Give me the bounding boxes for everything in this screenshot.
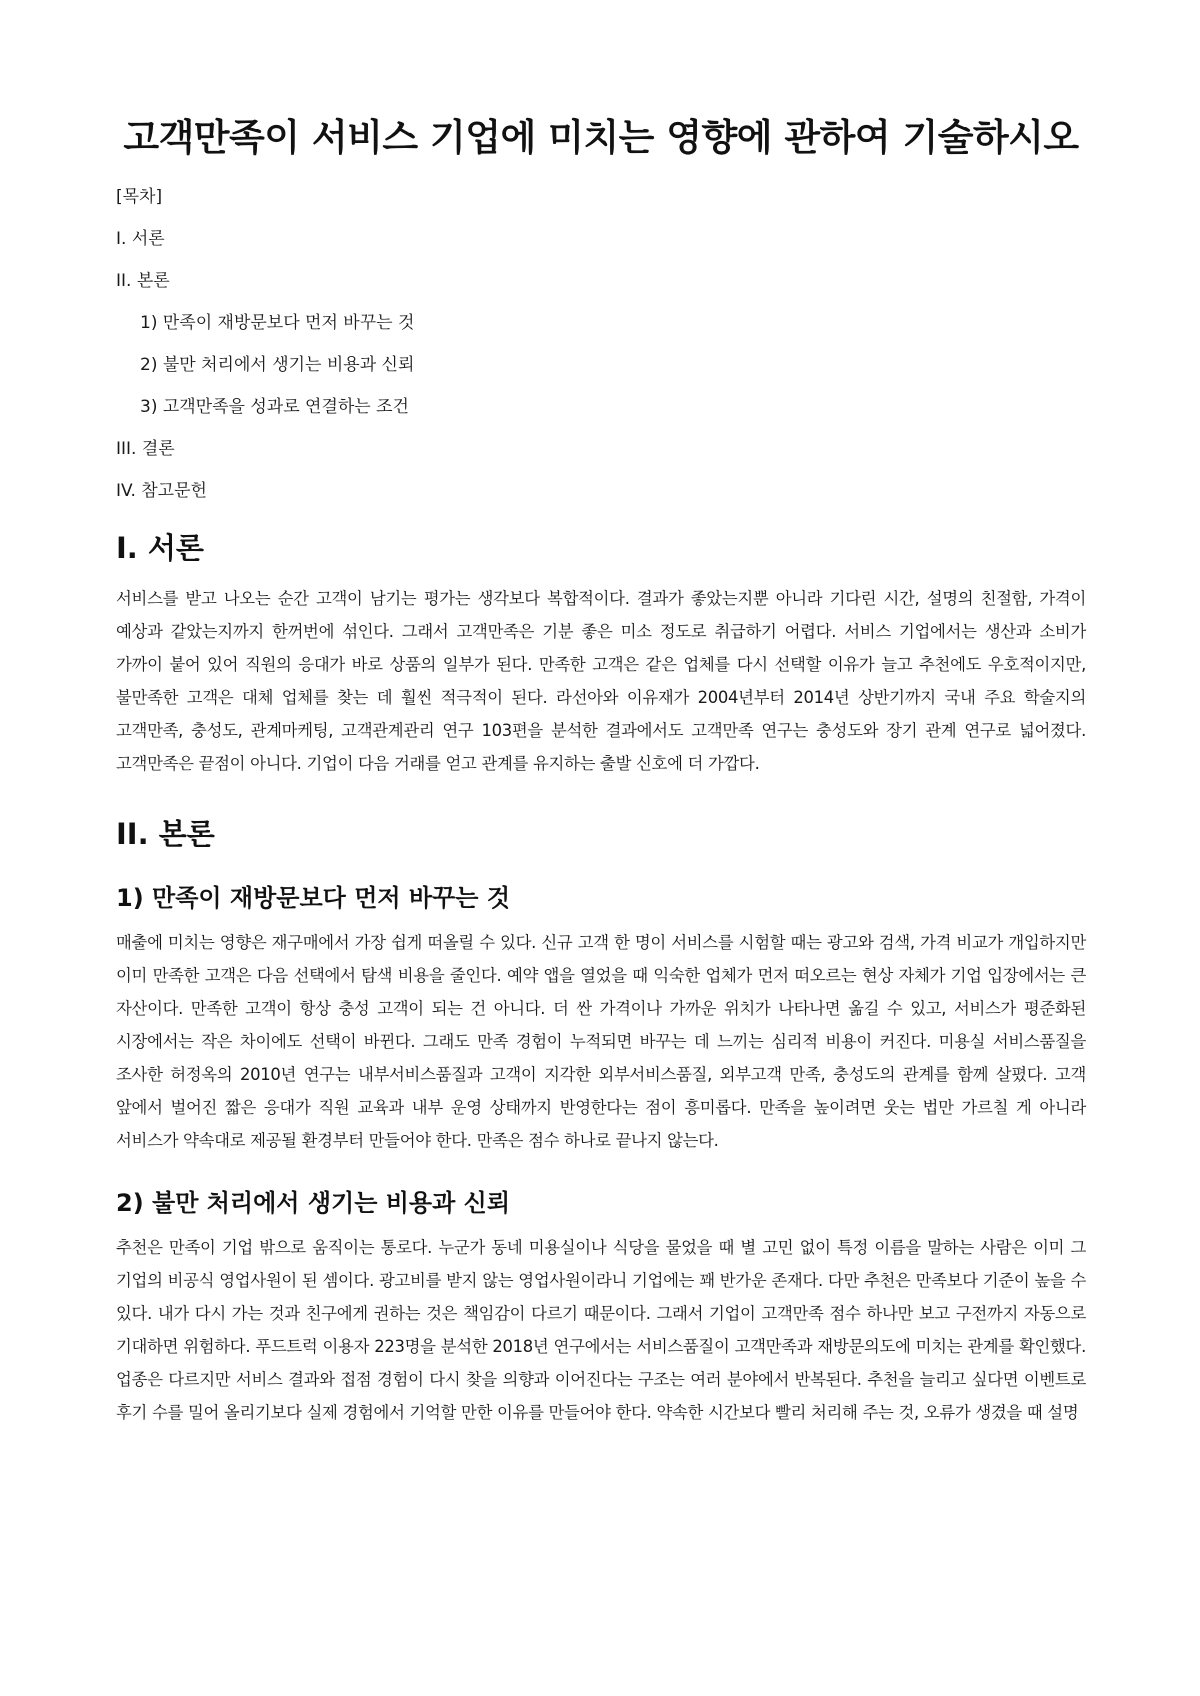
toc-item-references: IV. 참고문헌 xyxy=(116,481,207,501)
toc-item-conclusion: III. 결론 xyxy=(116,439,175,459)
toc-item-main-1: 1) 만족이 재방문보다 먼저 바꾸는 것 xyxy=(140,313,415,333)
toc-item-main-2: 2) 불만 처리에서 생기는 비용과 신뢰 xyxy=(140,355,415,375)
subsection-heading-2: 2) 불만 처리에서 생기는 비용과 신뢰 xyxy=(116,1189,511,1217)
subsection-2-paragraph: 추천은 만족이 기업 밖으로 움직이는 통로다. 누군가 동네 미용실이나 식당을 물었을 때 별 고민 없이 특정 이름을 말하는 사람은 이미 그 기업의 비공식 영업사원이 된 셈이다. 광고비를 받지 않는 영업사원이라니 기업에는 꽤 반가운 존재다. 다만 추천은 만족보다 기준이 높을 수 있다. 내가 다시 가는 것과 친구에게 권하는 것은 책임감이 다르기 때문이다. 그래서 기업이 고객만족 점수 하나만 보고 구전까지 자동으로 기대하면 위험하다. 푸드트럭 이용자 223명을 분석한 2018년 연구에서는 서비스품질이 고객만족과 재방문의도에 미치는 관계를 확인했다. 업종은 다르지만 서비스 결과와 접점 경험이 다시 찾을 의향과 이어진다는 구조는 여러 분야에서 반복된다. 추천을 늘리고 싶다면 이벤트로 후기 수를 밀어 올리기보다 실제 경험에서 기억할 만한 이유를 만들어야 한다. 약속한 시간보다 빨리 처리해 주는 것, 오류가 생겼을 때 설명 xyxy=(116,1238,1086,1422)
toc-item-main: II. 본론 xyxy=(116,271,170,291)
toc-heading: [목차] xyxy=(116,187,163,207)
section-heading-main: II. 본론 xyxy=(116,817,215,851)
intro-paragraph: 서비스를 받고 나오는 순간 고객이 남기는 평가는 생각보다 복합적이다. 결과가 좋았는지뿐 아니라 기다린 시간, 설명의 친절함, 가격이 예상과 같았는지까지 한꺼번에 섞인다. 그래서 고객만족은 기분 좋은 미소 정도로 취급하기 어렵다. 서비스 기업에서는 생산과 소비가 가까이 붙어 있어 직원의 응대가 바로 상품의 일부가 된다. 만족한 고객은 같은 업체를 다시 선택할 이유가 늘고 추천에도 우호적이지만, 불만족한 고객은 대체 업체를 찾는 데 훨씬 적극적이 된다. 라선아와 이유재가 2004년부터 2014년 상반기까지 국내 주요 학술지의 고객만족, 충성도, 관계마케팅, 고객관계관리 연구 103편을 분석한 결과에서도 고객만족 연구는 충성도와 장기 관계 연구로 넓어졌다. 고객만족은 끝점이 아니다. 기업이 다음 거래를 얻고 관계를 유지하는 출발 신호에 더 가깝다. xyxy=(116,589,1086,773)
section-heading-intro: I. 서론 xyxy=(116,531,204,565)
table-of-contents xyxy=(116,186,1086,502)
toc-item-intro: I. 서론 xyxy=(116,229,165,249)
subsection-1-paragraph: 매출에 미치는 영향은 재구매에서 가장 쉽게 떠올릴 수 있다. 신규 고객 한 명이 서비스를 시험할 때는 광고와 검색, 가격 비교가 개입하지만 이미 만족한 고객은 다음 선택에서 탐색 비용을 줄인다. 예약 앱을 열었을 때 익숙한 업체가 먼저 떠오르는 현상 자체가 기업 입장에서는 큰 자산이다. 만족한 고객이 항상 충성 고객이 되는 건 아니다. 더 싼 가격이나 가까운 위치가 나타나면 옮길 수 있고, 서비스가 평준화된 시장에서는 작은 차이에도 선택이 바뀐다. 그래도 만족 경험이 누적되면 바꾸는 데 느끼는 심리적 비용이 커진다. 미용실 서비스품질을 조사한 허정옥의 2010년 연구는 내부서비스품질과 고객이 지각한 외부서비스품질, 외부고객 만족, 충성도의 관계를 함께 살폈다. 고객 앞에서 벌어진 짧은 응대가 직원 교육과 내부 운영 상태까지 반영한다는 점이 흥미롭다. 만족을 높이려면 웃는 법만 가르칠 게 아니라 서비스가 약속대로 제공될 환경부터 만들어야 한다. 만족은 점수 하나로 끝나지 않는다. xyxy=(116,933,1086,1150)
subsection-heading-1: 1) 만족이 재방문보다 먼저 바꾸는 것 xyxy=(116,884,511,912)
document-title: 고객만족이 서비스 기업에 미치는 영향에 관하여 기술하시오 xyxy=(123,116,1079,159)
toc-item-main-3: 3) 고객만족을 성과로 연결하는 조건 xyxy=(140,397,409,417)
